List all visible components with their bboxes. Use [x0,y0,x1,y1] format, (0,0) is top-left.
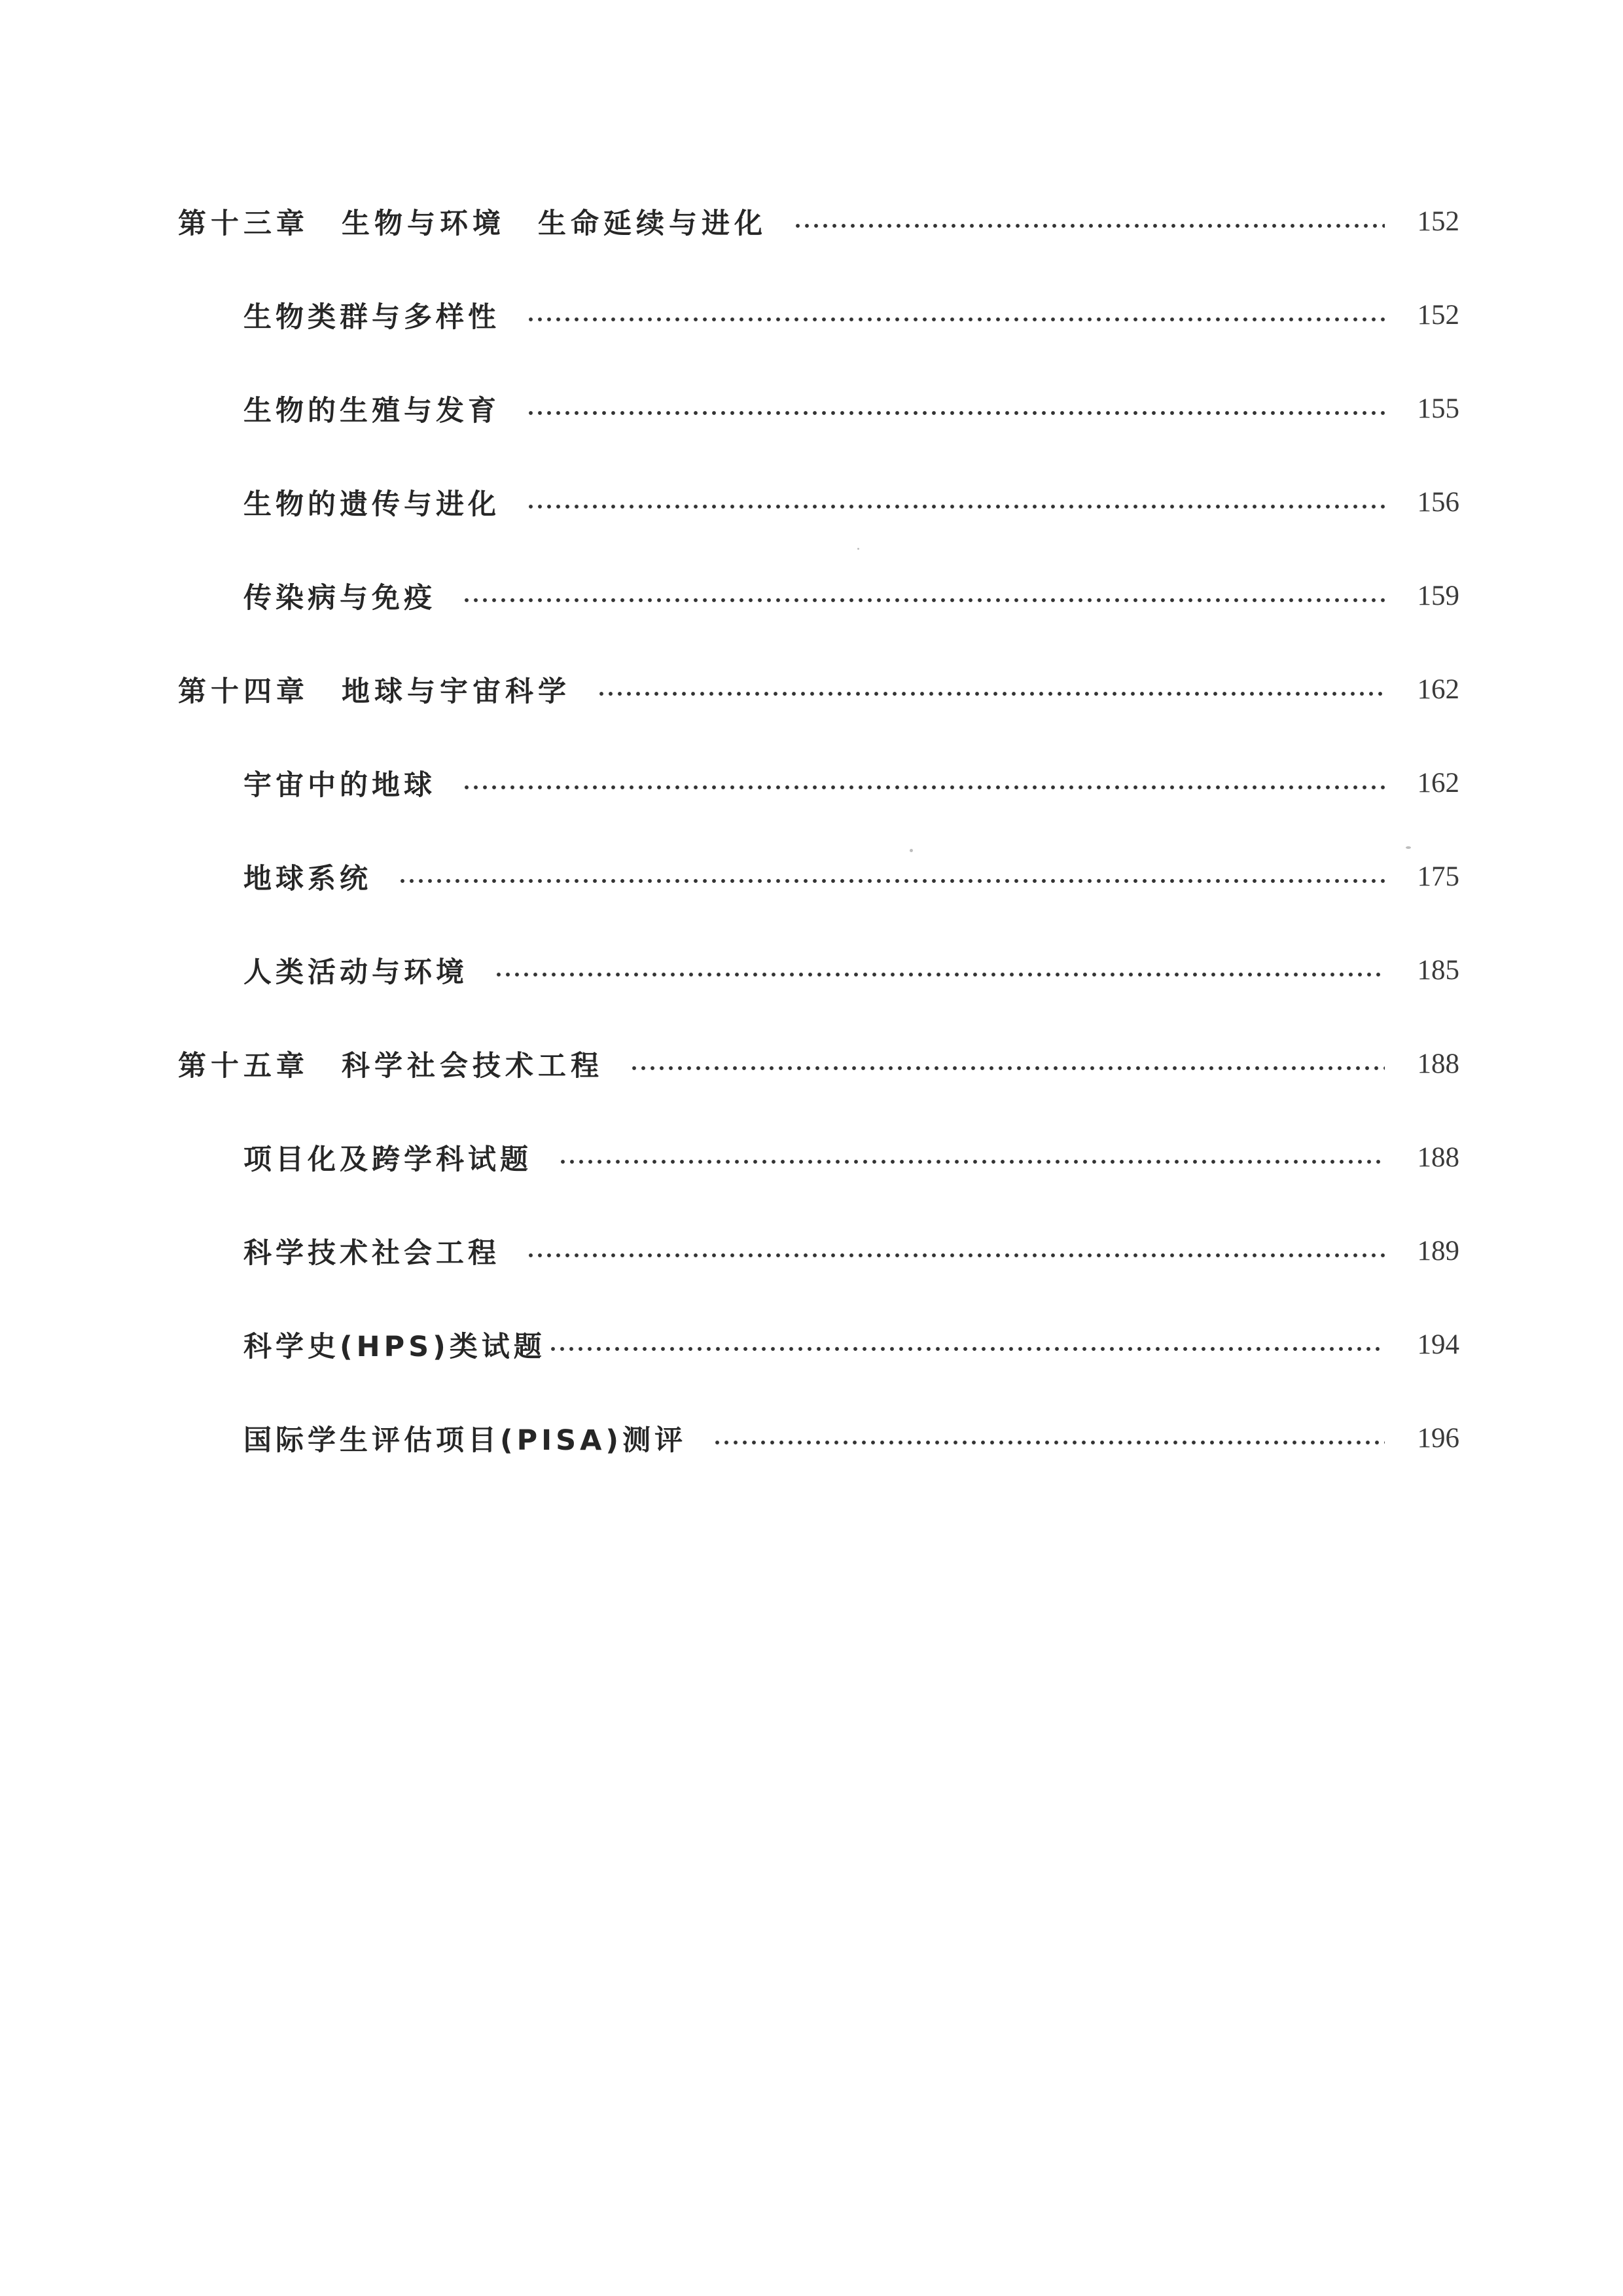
toc-section-hps[interactable] [243,1318,1459,1371]
toc-entry-title: 第十五章 科学社会技术工程 [178,1049,603,1083]
toc-section-human-activity[interactable] [243,944,1459,996]
toc-page-number: 185 [1417,954,1459,986]
toc-section-reproduction[interactable] [243,382,1459,435]
dot-leader [526,504,1385,509]
toc-entry-title: 人类活动与环境 [243,956,468,989]
toc-page-number: 175 [1417,861,1459,892]
toc-chapter-13[interactable] [178,195,1459,247]
dot-leader [398,878,1385,884]
toc-page-number: 194 [1417,1329,1459,1360]
scan-speck [1406,846,1411,849]
toc-section-heredity[interactable] [243,476,1459,528]
toc-section-project-interdisciplinary[interactable] [243,1131,1459,1183]
toc-chapter-15[interactable] [178,1037,1459,1090]
toc-entry-title: 科学史(HPS)类试题 [243,1330,546,1363]
dot-leader [462,598,1385,603]
toc-page-number: 162 [1417,767,1459,798]
dot-leader [548,1346,1385,1352]
toc-entry-title: 宇宙中的地球 [243,768,436,802]
toc-entry-title: 第十三章 生物与环境 生命延续与进化 [178,207,767,240]
dot-leader [793,223,1385,228]
toc-page-number: 159 [1417,580,1459,611]
dot-leader [713,1440,1385,1445]
dot-leader [462,785,1385,790]
toc-page-number: 152 [1417,299,1459,331]
toc-section-earth-in-universe[interactable] [243,757,1459,809]
toc-page-number: 188 [1417,1141,1459,1173]
dot-leader [558,1159,1385,1164]
toc-section-earth-system[interactable] [243,850,1459,903]
toc-page-number: 188 [1417,1048,1459,1079]
toc-page-number: 156 [1417,486,1459,518]
toc-page-number: 152 [1417,206,1459,237]
dot-leader [630,1066,1385,1071]
dot-leader [526,410,1385,416]
toc-entry-title: 地球系统 [243,862,372,895]
toc-chapter-14[interactable] [178,663,1459,715]
toc-page-number: 196 [1417,1422,1459,1454]
toc-section-biology-diversity[interactable] [243,289,1459,341]
toc-entry-title: 国际学生评估项目(PISA)测评 [243,1424,687,1457]
toc-entry-title: 第十四章 地球与宇宙科学 [178,675,571,708]
toc-page-number: 189 [1417,1235,1459,1266]
toc-section-infectious-disease[interactable] [243,569,1459,622]
toc-entry-title: 项目化及跨学科试题 [243,1143,532,1176]
toc-entry-title: 科学技术社会工程 [243,1236,500,1270]
toc-entry-title: 传染病与免疫 [243,581,436,615]
toc-page-number: 155 [1417,393,1459,424]
toc-page-number: 162 [1417,673,1459,705]
dot-leader [597,691,1385,696]
toc-entry-title: 生物类群与多样性 [243,300,500,334]
dot-leader [526,317,1385,322]
toc-section-stse[interactable] [243,1225,1459,1277]
dot-leader [494,972,1385,977]
toc-entry-title: 生物的遗传与进化 [243,488,500,521]
scan-speck [910,849,913,852]
scan-speck [857,548,859,550]
toc-entry-title: 生物的生殖与发育 [243,394,500,427]
toc-section-pisa[interactable] [243,1412,1459,1464]
dot-leader [526,1253,1385,1258]
